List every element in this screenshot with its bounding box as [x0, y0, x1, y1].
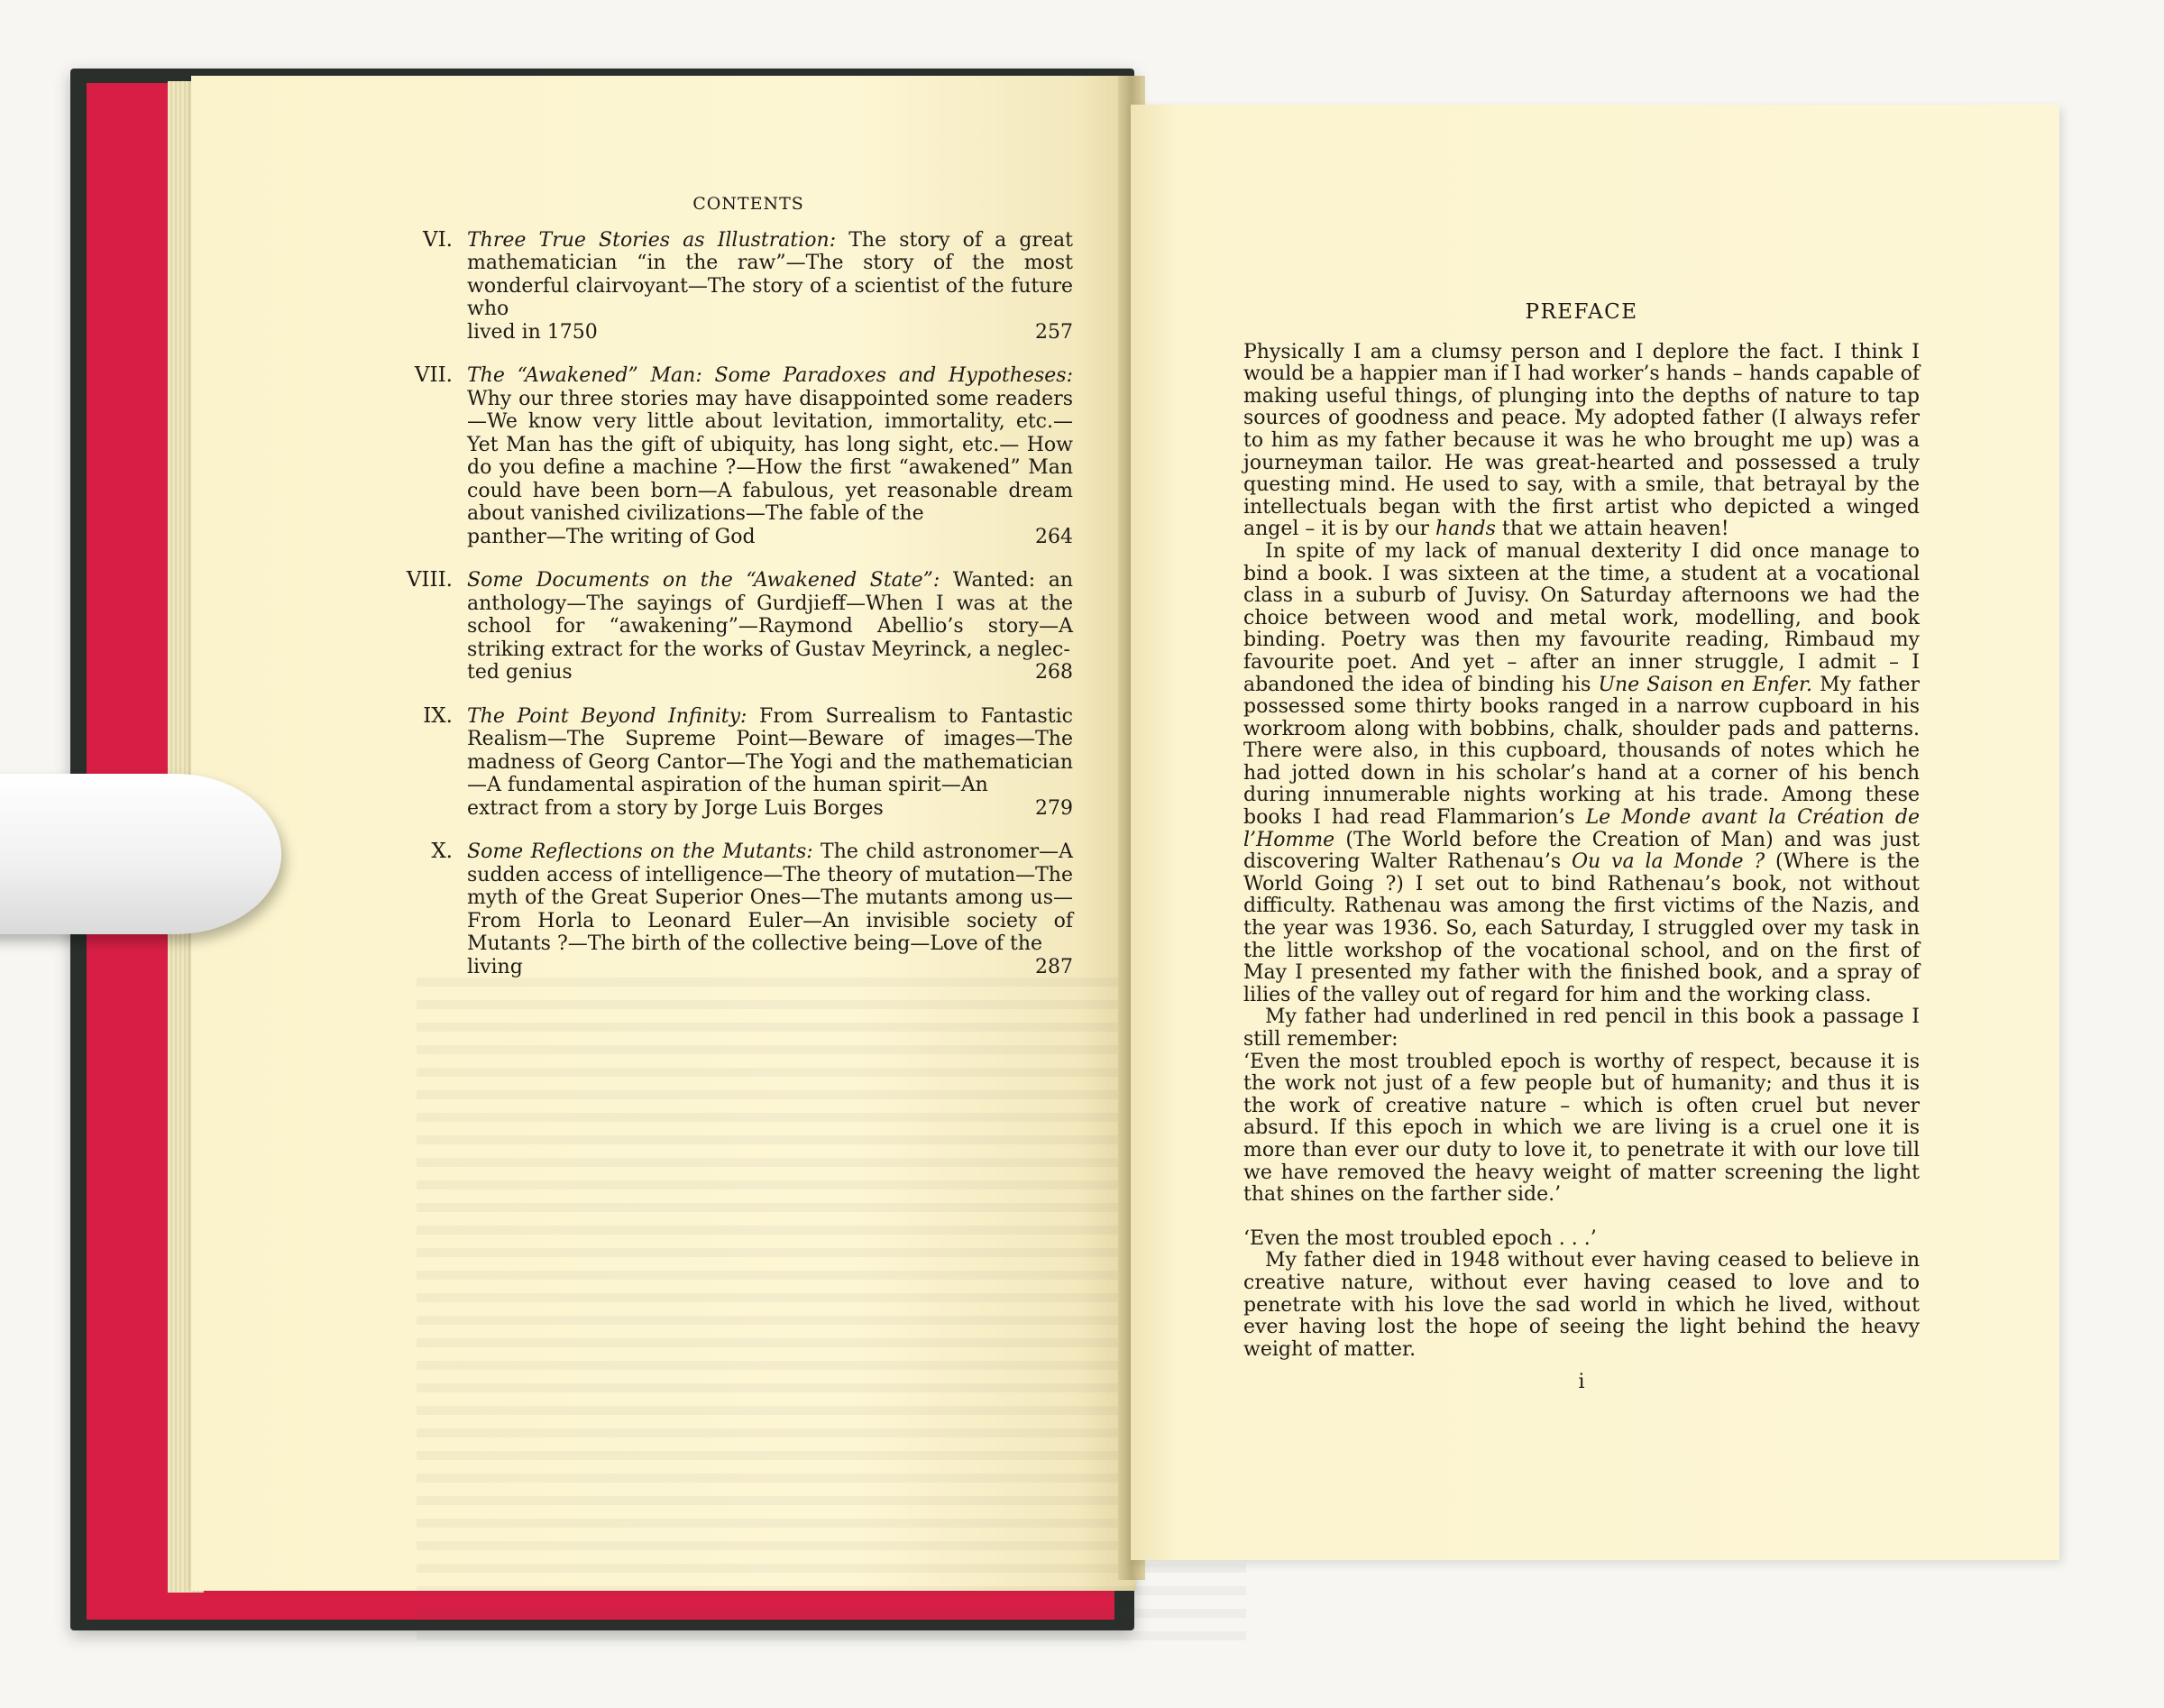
entry-title: The “Awakened” Man: Some Paradoxes and Hypotheses:	[467, 364, 1073, 387]
contents-entry	[388, 840, 1073, 978]
entry-text	[467, 569, 1073, 684]
entry-title: Some Documents on the “Awakened State”:	[467, 569, 940, 592]
entry-tail: ted genius	[467, 661, 573, 684]
contents-entry	[388, 705, 1073, 821]
entry-page-number: 279	[1035, 796, 1073, 820]
chapter-numeral: IX.	[423, 703, 453, 728]
contents-page-text	[388, 193, 1073, 999]
preface-paragraph: My father died in 1948 without ever having ceased to believe in creative nature, without ever having ceased to love and to penetrate with his love the sad world in which he lived, without ever having lost the hope of seeing the light behind the heavy weight of matter.	[1243, 1249, 1920, 1361]
entry-page-number: 264	[1035, 525, 1073, 548]
entry-description: The child astronomer—A sudden access of intelligence—The theory of mutation—The myth of the Great Superior Ones—The mutants among us—From Horla to Leonard Euler—An invisible society of Mutants ?—The birth of the collective being—Love of the	[467, 840, 1073, 955]
entry-title: Some Reflections on the Mutants:	[467, 840, 813, 863]
contents-entries	[388, 229, 1073, 979]
entry-text	[467, 229, 1073, 344]
entry-title: Three True Stories as Illustration:	[467, 228, 837, 252]
entry-tail: lived in 1750	[467, 320, 598, 344]
preface-paragraph: My father had underlined in red pencil in this book a passage I still remember:	[1243, 1006, 1920, 1051]
entry-tail: living	[467, 955, 523, 978]
preface-paragraph: In spite of my lack of manual dexterity I did once manage to bind a book. I was sixteen at the time, a student at a vocational class in a suburb of Juvisy. On Saturday afternoons we had the choice between wood and metal work, modelling, and book binding. Poetry was then my favourite reading, Rimbaud my favourite poet. And yet – after an inner struggle, I admit – I abandoned the idea of binding his Une Saison en Enfer. My father possessed some thirty books ranged in a narrow cupboard in his workroom along with bobbins, chalk, shoulder pads and patterns. There were also, in this cupboard, thousands of notes which he had jotted down in his scholar’s hand at a corner of his bench during innumerable nights working at his trade. Among these books I had read Flammarion’s Le Monde avant la Création de l’Homme (The World before the Creation of Man) and was just discovering Walter Rathenau’s Ou va la Monde ? (Where is the World Going ?) I set out to bind Rathenau’s book, not without difficulty. Rathenau was among the first victims of the Nazis, and the year was 1936. So, each Saturday, I struggled over my task in the little workshop of the vocational school, and on the first of May I presented my father with the finished book, and a spray of lilies of the valley out of regard for him and the working class.	[1243, 539, 1921, 1006]
contents-entry	[388, 229, 1073, 344]
entry-text	[467, 840, 1073, 978]
entry-page-number: 287	[1035, 955, 1073, 978]
entry-text	[467, 705, 1073, 821]
entry-text	[467, 364, 1073, 548]
entry-page-number: 268	[1035, 661, 1073, 684]
contents-entry	[388, 569, 1073, 684]
entry-page-number: 257	[1035, 320, 1073, 344]
contents-entry	[388, 364, 1073, 548]
entry-description: Why our three stories may have disappointed some readers —We know very little about levitation, immortality, etc.— Yet Man has the gift of ubiquity, has long sight, etc.— How do you define a machine ?—How the first “awakened” Man could have been born—A fabulous, yet reasonable dream about vanished civilizations—The fable of the	[467, 387, 1073, 525]
preface-title: PREFACE	[1525, 300, 1638, 324]
chapter-numeral: VII.	[414, 363, 453, 387]
entry-tail: extract from a story by Jorge Luis Borges	[467, 796, 884, 820]
entry-description: Wanted: an anthology—The sayings of Gurdjieff—When I was at the school for “awakening”—Raymond Abellio’s story—A striking extract for the works of Gustav Meyrinck, a neglec-	[467, 569, 1073, 661]
page-number: i	[1578, 1371, 1585, 1394]
chapter-numeral: VI.	[422, 227, 453, 252]
preface-quote: ‘Even the most troubled epoch is worthy of respect, because it is the work not just of a few people but of humanity; and thus it is the work of creative nature – which is often cruel but never absurd. If this epoch in which we are living is a cruel one it is more than ever our duty to love it, to penetrate it with our love till we have removed the heavy weight of matter screening the light that shines on the farther side.’	[1243, 1050, 1920, 1207]
white-bookmark	[0, 774, 281, 934]
entry-tail: panther—The writing of God	[467, 525, 756, 548]
preface-page-text	[1243, 301, 1920, 1394]
contents-heading: CONTENTS	[692, 194, 804, 214]
entry-description: The story of a great mathematician “in the raw”—The story of the most wonderful clairvoyant—The story of a scientist of the future who	[467, 228, 1073, 320]
entry-description: From Surrealism to Fantastic Realism—The Supreme Point—Beware of images—The madness of Georg Cantor—The Yogi and the mathematician—A fundamental aspiration of the human spirit—An	[467, 704, 1073, 796]
chapter-numeral: X.	[431, 840, 453, 863]
preface-paragraph: Physically I am a clumsy person and I deplore the fact. I think I would be a happier man if I had worker’s hands – hands capable of making useful things, of plunging into the depths of nature to tap sources of goodness and peace. My adopted father (I always refer to him as my father because it was he who brought me up) was a journeyman tailor. He was great-hearted and possessed a truly questing mind. He used to say, with a smile, that betrayal by the intellectuals began with the first artist who depicted a winged angel – it is by our hands that we attain heaven!	[1243, 340, 1920, 541]
chapter-numeral: VIII.	[406, 568, 453, 592]
preface-quote-echo: ‘Even the most troubled epoch . . .’	[1243, 1226, 1597, 1250]
entry-title: The Point Beyond Infinity:	[467, 704, 747, 728]
